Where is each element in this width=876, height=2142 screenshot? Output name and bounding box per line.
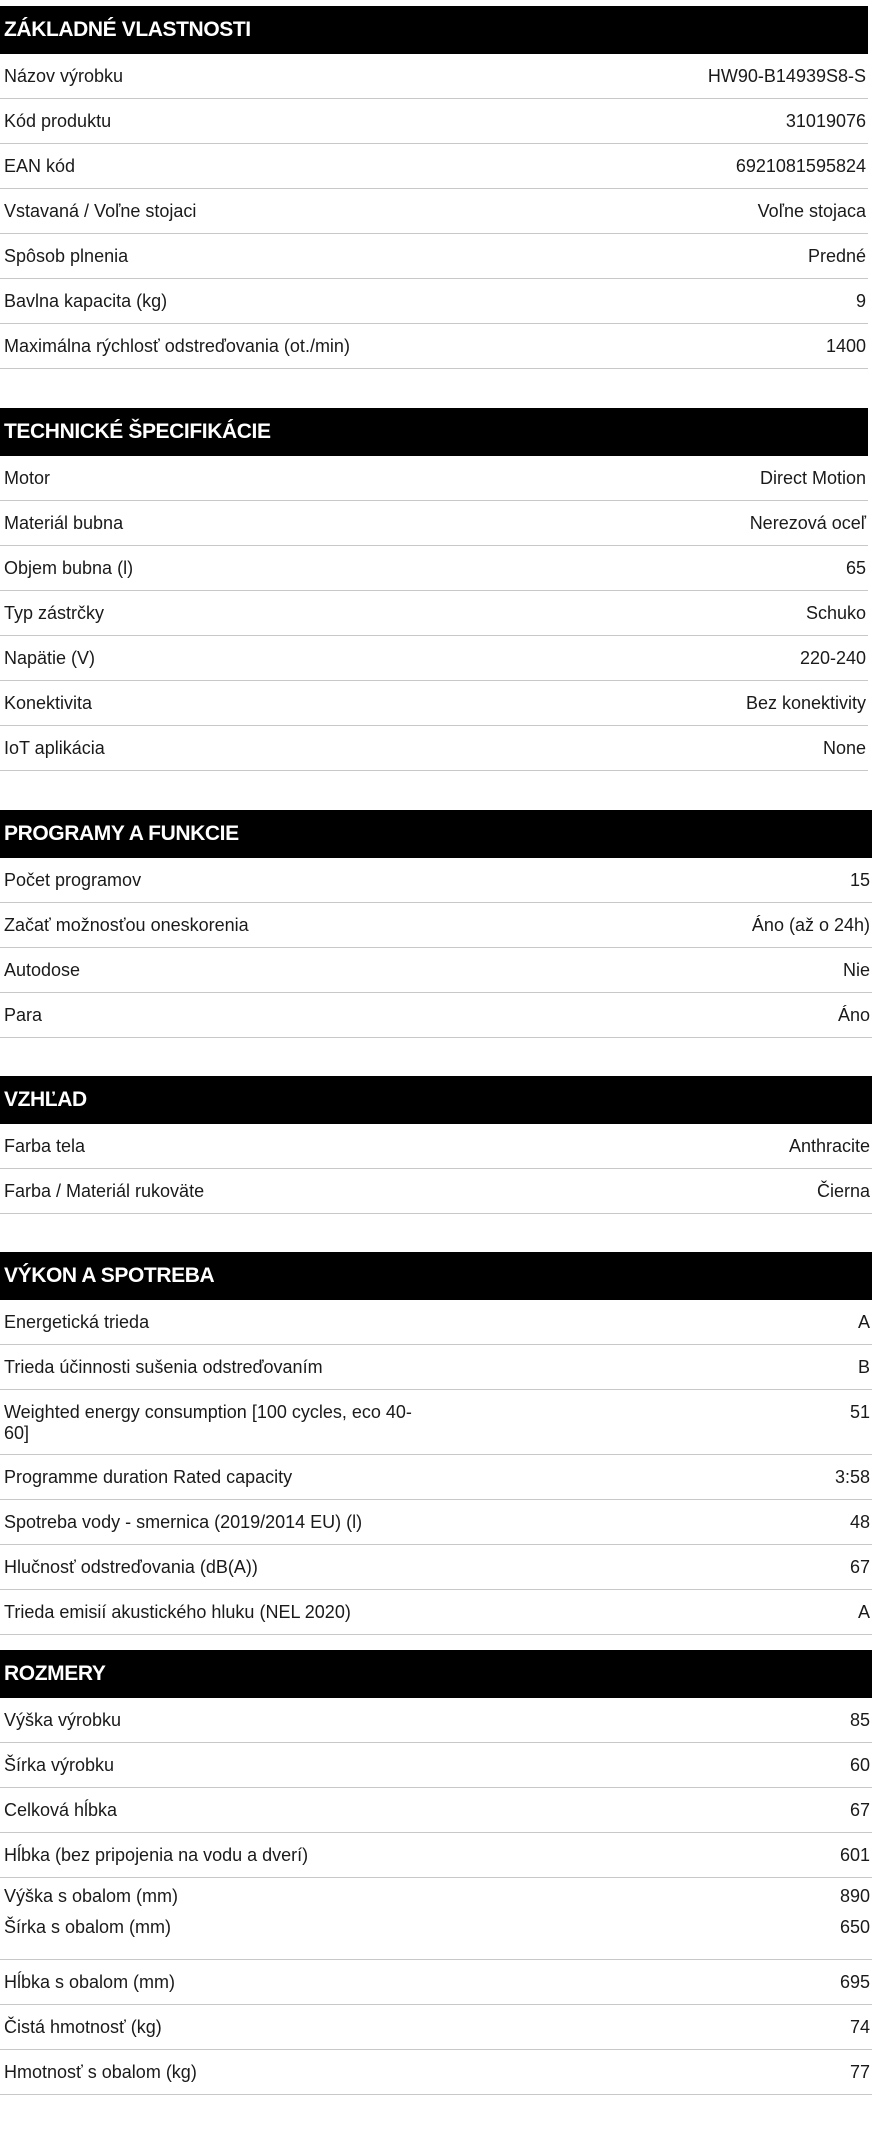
spec-value: Voľne stojaca xyxy=(757,200,866,221)
section-zakladne-vlastnosti xyxy=(0,6,868,369)
spec-row xyxy=(0,234,868,279)
spec-label: Čistá hmotnosť (kg) xyxy=(4,2016,162,2037)
spec-label: Spotreba vody - smernica (2019/2014 EU) (l) xyxy=(4,1511,363,1532)
section-header: VZHĽAD xyxy=(0,1076,872,1124)
spec-row xyxy=(0,99,868,144)
spec-label: Kód produktu xyxy=(4,110,112,131)
spec-row xyxy=(0,903,872,948)
spec-label: Maximálna rýchlosť odstreďovania (ot./min) xyxy=(4,335,350,356)
spec-row xyxy=(0,2005,872,2050)
spec-label: Výška s obalom (mm) xyxy=(4,1886,179,1906)
spec-row xyxy=(0,456,868,501)
spec-row xyxy=(0,1390,872,1455)
section-technicke-specifikacie xyxy=(0,408,868,771)
spec-value: 48 xyxy=(849,1511,870,1532)
spec-row xyxy=(0,1545,872,1590)
section-programy-a-funkcie xyxy=(0,810,872,1038)
spec-label: Hĺbka s obalom (mm) xyxy=(4,1971,176,1992)
spec-row xyxy=(0,858,872,903)
spec-row xyxy=(0,189,868,234)
spec-row xyxy=(0,1455,872,1500)
section-header: TECHNICKÉ ŠPECIFIKÁCIE xyxy=(0,408,868,456)
spec-value: 6921081595824 xyxy=(735,155,866,176)
spec-value: 65 xyxy=(845,557,866,578)
spec-row xyxy=(0,591,868,636)
spec-label: EAN kód xyxy=(4,155,76,176)
spec-value: HW90-B14939S8-S xyxy=(707,65,866,86)
spec-value: Schuko xyxy=(805,602,866,623)
spec-label: Motor xyxy=(4,467,51,488)
spec-value: 3:58 xyxy=(834,1466,870,1487)
spec-label: Weighted energy consumption [100 cycles, eco 40-60] xyxy=(4,1402,412,1443)
spec-value: Nie xyxy=(842,959,870,980)
spec-row xyxy=(0,1878,872,1915)
spec-label: Farba / Materiál rukoväte xyxy=(4,1180,205,1201)
spec-value: 9 xyxy=(855,290,866,311)
spec-value: 220-240 xyxy=(799,647,866,668)
spec-value: B xyxy=(857,1356,870,1377)
spec-row xyxy=(0,279,868,324)
spec-value: 67 xyxy=(849,1799,870,1820)
spec-row xyxy=(0,501,868,546)
spec-label: Trieda účinnosti sušenia odstreďovaním xyxy=(4,1356,323,1377)
spec-row xyxy=(0,1788,872,1833)
spec-row xyxy=(0,1124,872,1169)
spec-label: Výška výrobku xyxy=(4,1709,122,1730)
spec-value: None xyxy=(822,737,866,758)
spec-value: 1400 xyxy=(825,335,866,356)
section-header: ZÁKLADNÉ VLASTNOSTI xyxy=(0,6,868,54)
spec-value: 67 xyxy=(849,1556,870,1577)
spec-value: 74 xyxy=(849,2016,870,2037)
spec-value: 85 xyxy=(849,1709,870,1730)
spec-label: Šírka s obalom (mm) xyxy=(4,1917,172,1937)
spec-label: Spôsob plnenia xyxy=(4,245,129,266)
spec-label: Para xyxy=(4,1004,43,1025)
spec-row xyxy=(0,54,868,99)
spec-value: Predné xyxy=(807,245,866,266)
spec-label: Materiál bubna xyxy=(4,512,124,533)
spec-row xyxy=(0,144,868,189)
spec-value: 60 xyxy=(849,1754,870,1775)
spec-value: Čierna xyxy=(816,1180,870,1201)
spec-row xyxy=(0,993,872,1038)
spec-row xyxy=(0,1345,872,1390)
spec-row xyxy=(0,1960,872,2005)
spec-row xyxy=(0,546,868,591)
section-rozmery xyxy=(0,1650,872,2095)
spec-label: Napätie (V) xyxy=(4,647,96,668)
spec-label: Začať možnosťou oneskorenia xyxy=(4,914,249,935)
spec-label: Trieda emisií akustického hluku (NEL 2020) xyxy=(4,1601,351,1622)
spec-label: Celková hĺbka xyxy=(4,1799,118,1820)
spec-row xyxy=(0,681,868,726)
spec-row xyxy=(0,2050,872,2095)
spec-label: Konektivita xyxy=(4,692,93,713)
section-header: PROGRAMY A FUNKCIE xyxy=(0,810,872,858)
spec-label: Programme duration Rated capacity xyxy=(4,1466,293,1487)
spec-row xyxy=(0,324,868,369)
spec-label: Hmotnosť s obalom (kg) xyxy=(4,2061,197,2082)
spec-value: 77 xyxy=(849,2061,870,2082)
spec-value: 890 xyxy=(839,1886,870,1906)
spec-value: Áno xyxy=(837,1004,870,1025)
section-vzhlad xyxy=(0,1076,872,1214)
spec-row xyxy=(0,1590,872,1635)
section-header: VÝKON A SPOTREBA xyxy=(0,1252,872,1300)
spec-label: Bavlna kapacita (kg) xyxy=(4,290,168,311)
spec-row xyxy=(0,726,868,771)
spec-row xyxy=(0,948,872,993)
spec-value: 695 xyxy=(839,1971,870,1992)
spec-value: A xyxy=(857,1601,870,1622)
spec-row xyxy=(0,1300,872,1345)
section-header: ROZMERY xyxy=(0,1650,872,1698)
spec-label: Počet programov xyxy=(4,869,142,890)
spec-value: Bez konektivity xyxy=(745,692,866,713)
spec-value: 31019076 xyxy=(785,110,866,131)
spec-label: Autodose xyxy=(4,959,81,980)
spec-label: Vstavaná / Voľne stojaci xyxy=(4,200,197,221)
spec-row xyxy=(0,1698,872,1743)
spec-value: A xyxy=(857,1311,870,1332)
spec-row xyxy=(0,1500,872,1545)
spec-label: Typ zástrčky xyxy=(4,602,105,623)
spec-value: Direct Motion xyxy=(759,467,866,488)
spec-row xyxy=(0,1743,872,1788)
spec-value: 51 xyxy=(849,1402,870,1422)
spec-value: Áno (až o 24h) xyxy=(751,914,870,935)
spec-value: Nerezová oceľ xyxy=(749,512,866,533)
spec-label: Farba tela xyxy=(4,1135,86,1156)
spec-value: Anthracite xyxy=(788,1135,870,1156)
spec-label: Hĺbka (bez pripojenia na vodu a dverí) xyxy=(4,1844,309,1865)
spec-row xyxy=(0,1169,872,1214)
spec-value: 601 xyxy=(839,1844,870,1865)
section-vykon-a-spotreba xyxy=(0,1252,872,1635)
spec-value: 15 xyxy=(849,869,870,890)
spec-label: IoT aplikácia xyxy=(4,737,105,758)
spec-label: Názov výrobku xyxy=(4,65,124,86)
spec-value: 650 xyxy=(839,1917,870,1937)
spec-row xyxy=(0,1915,872,1960)
spec-label: Šírka výrobku xyxy=(4,1754,115,1775)
spec-label: Energetická trieda xyxy=(4,1311,150,1332)
spec-row xyxy=(0,636,868,681)
spec-row xyxy=(0,1833,872,1878)
spec-label: Hlučnosť odstreďovania (dB(A)) xyxy=(4,1556,258,1577)
spec-label: Objem bubna (l) xyxy=(4,557,134,578)
